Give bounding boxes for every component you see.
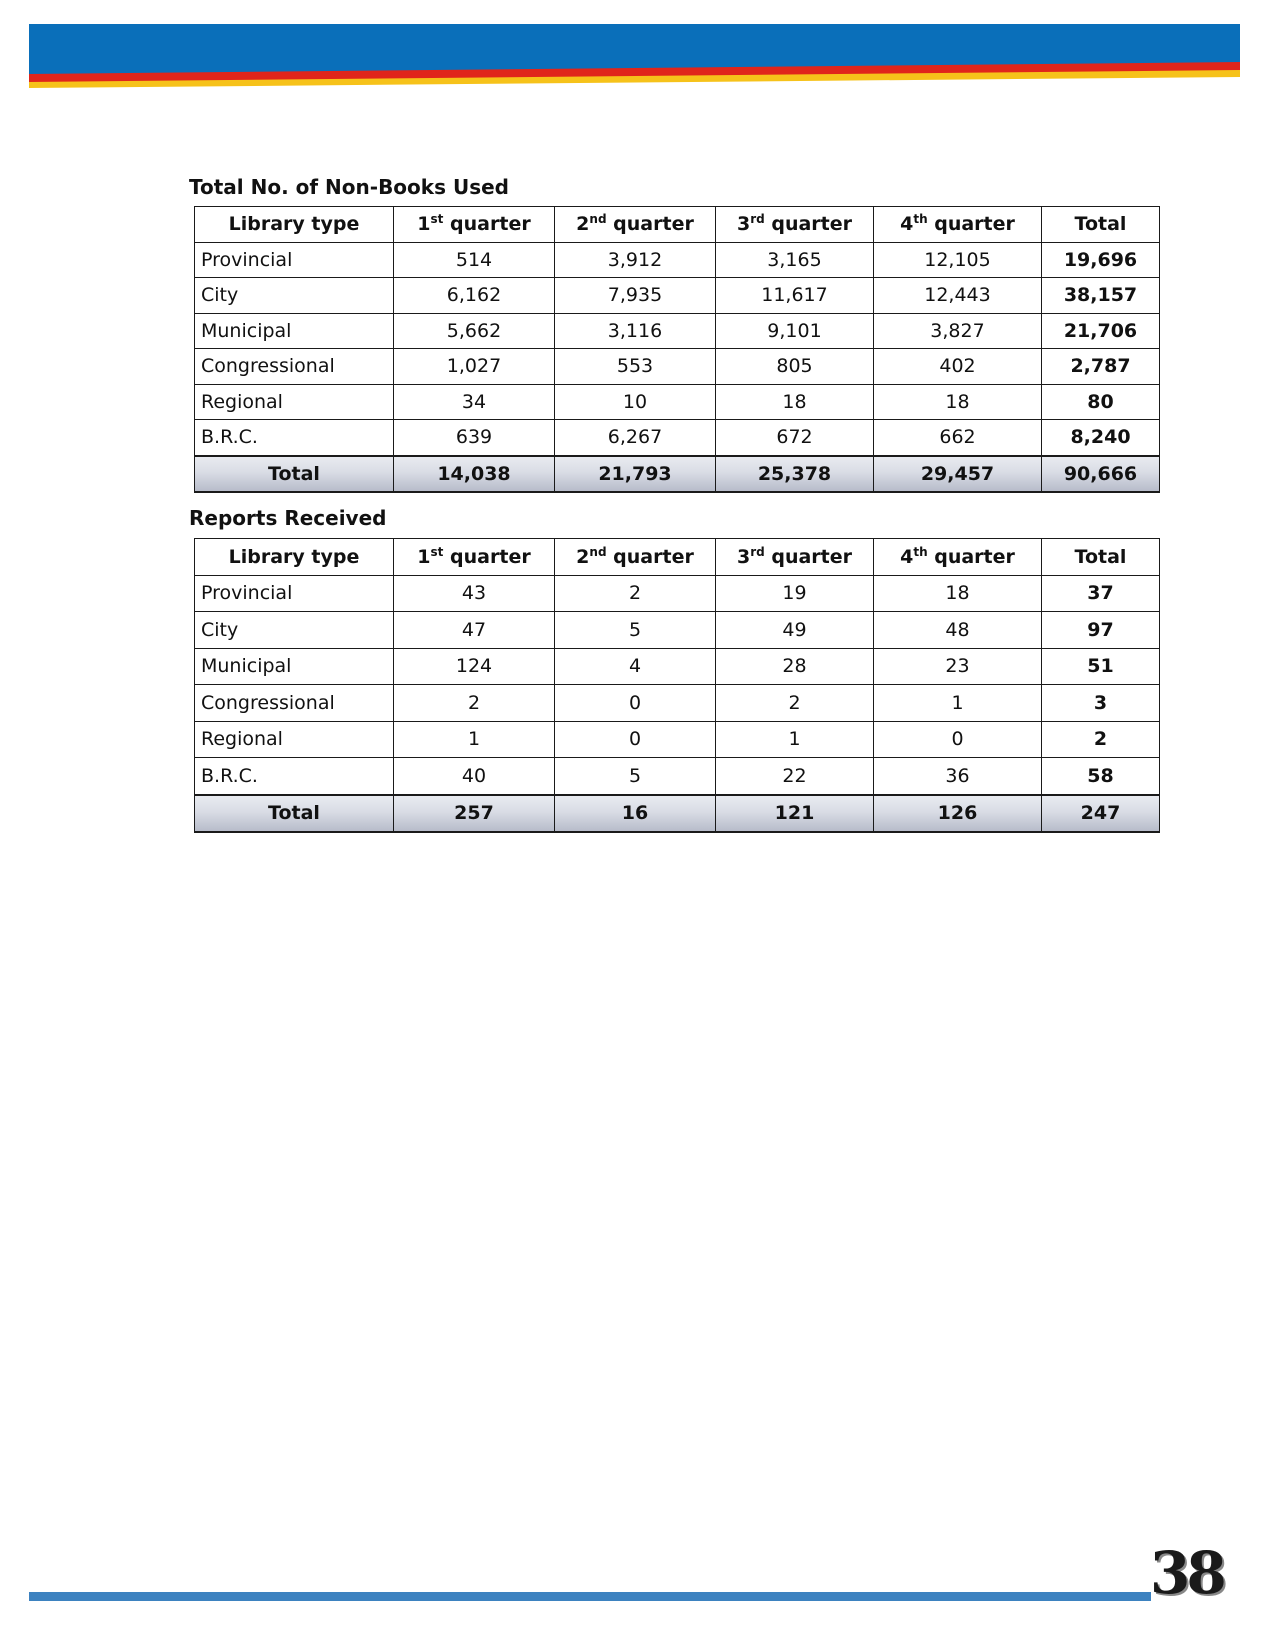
- table-cell: 1: [874, 685, 1042, 722]
- table-cell: 40: [394, 758, 555, 795]
- table-cell: 18: [874, 384, 1042, 420]
- column-header-label: Library type: [228, 545, 360, 568]
- table-cell: 22: [716, 758, 874, 795]
- table-cell: 4: [555, 648, 716, 685]
- row-total-cell: 2,787: [1042, 349, 1160, 385]
- column-header-label: Library type: [228, 213, 360, 236]
- table-cell: 0: [555, 685, 716, 722]
- total-row: [195, 795, 1160, 833]
- table-cell: 672: [716, 420, 874, 456]
- table-cell: 6,162: [394, 278, 555, 314]
- row-label: B.R.C.: [195, 758, 394, 795]
- page-number: 38: [1150, 1539, 1223, 1607]
- row-total-cell: 37: [1042, 575, 1160, 612]
- table-title-non-books: Total No. of Non-Books Used: [189, 175, 509, 199]
- table-cell: 3,912: [555, 242, 716, 278]
- table-cell: 12,105: [874, 242, 1042, 278]
- total-row-cell: 25,378: [716, 456, 874, 493]
- column-header-label: 2: [576, 545, 590, 568]
- column-header-suffix: quarter: [443, 213, 531, 236]
- table-cell: 34: [394, 384, 555, 420]
- table-cell: 805: [716, 349, 874, 385]
- non-books-used-table: [194, 206, 1160, 493]
- column-header-label: 3: [736, 213, 751, 236]
- table-row: [195, 758, 1160, 795]
- header-color-band: [29, 24, 1240, 89]
- column-header-label: 4: [900, 213, 914, 236]
- ordinal-suffix: rd: [750, 544, 765, 559]
- column-header: [874, 207, 1042, 243]
- column-header-label: Total: [1074, 545, 1127, 568]
- table-cell: 49: [716, 612, 874, 649]
- total-row-cell: 16: [555, 795, 716, 833]
- table-row: [195, 242, 1160, 278]
- row-total-cell: 38,157: [1042, 278, 1160, 314]
- ordinal-suffix: rd: [750, 212, 765, 227]
- table-cell: 19: [716, 575, 874, 612]
- table-cell: 47: [394, 612, 555, 649]
- column-header: [555, 539, 716, 576]
- table-cell: 124: [394, 648, 555, 685]
- row-label: B.R.C.: [195, 420, 394, 456]
- total-row-cell: 29,457: [874, 456, 1042, 493]
- ordinal-suffix: st: [430, 544, 444, 559]
- table-row: [195, 349, 1160, 385]
- table-cell: 2: [555, 575, 716, 612]
- row-total-cell: 97: [1042, 612, 1160, 649]
- column-header-label: 3: [736, 545, 751, 568]
- column-header: [874, 539, 1042, 576]
- table-cell: 10: [555, 384, 716, 420]
- table-cell: 514: [394, 242, 555, 278]
- column-header-label: 1: [417, 213, 431, 236]
- footer-rule: [29, 1592, 1151, 1601]
- ordinal-suffix: th: [913, 544, 928, 559]
- table-cell: 5,662: [394, 313, 555, 349]
- total-row: [195, 456, 1160, 493]
- table-cell: 23: [874, 648, 1042, 685]
- table-row: [195, 278, 1160, 314]
- column-header-label: Total: [1074, 213, 1127, 236]
- row-label: Congressional: [195, 685, 394, 722]
- column-header-suffix: quarter: [927, 545, 1015, 568]
- total-row-cell: 90,666: [1042, 456, 1160, 493]
- total-row-cell: 126: [874, 795, 1042, 833]
- table-cell: 3,116: [555, 313, 716, 349]
- table-title-reports-received: Reports Received: [189, 506, 387, 530]
- column-header-suffix: quarter: [443, 545, 531, 568]
- row-total-cell: 58: [1042, 758, 1160, 795]
- row-label: Regional: [195, 721, 394, 758]
- column-header: [716, 207, 874, 243]
- column-header-label: 1: [417, 545, 431, 568]
- row-label: Municipal: [195, 648, 394, 685]
- table-cell: 1,027: [394, 349, 555, 385]
- table-cell: 402: [874, 349, 1042, 385]
- table-cell: 18: [874, 575, 1042, 612]
- column-header: [555, 207, 716, 243]
- column-header-suffix: quarter: [606, 213, 694, 236]
- row-label: City: [195, 278, 394, 314]
- table-row: [195, 685, 1160, 722]
- column-header: [195, 539, 394, 576]
- table-row: [195, 313, 1160, 349]
- column-header-suffix: quarter: [764, 213, 853, 236]
- table-cell: 3,165: [716, 242, 874, 278]
- table-row: [195, 420, 1160, 456]
- table-cell: 6,267: [555, 420, 716, 456]
- table-cell: 0: [555, 721, 716, 758]
- column-header-suffix: quarter: [927, 213, 1015, 236]
- table-cell: 5: [555, 758, 716, 795]
- row-label: Provincial: [195, 242, 394, 278]
- table-cell: 3,827: [874, 313, 1042, 349]
- total-row-label: Total: [195, 795, 394, 833]
- total-row-cell: 121: [716, 795, 874, 833]
- row-total-cell: 80: [1042, 384, 1160, 420]
- row-label: City: [195, 612, 394, 649]
- column-header-label: 2: [576, 213, 590, 236]
- row-total-cell: 2: [1042, 721, 1160, 758]
- total-row-cell: 21,793: [555, 456, 716, 493]
- table-cell: 1: [716, 721, 874, 758]
- column-header: [1042, 207, 1160, 243]
- total-row-cell: 14,038: [394, 456, 555, 493]
- column-header: [394, 539, 555, 576]
- column-header-suffix: quarter: [764, 545, 853, 568]
- row-total-cell: 19,696: [1042, 242, 1160, 278]
- table-cell: 639: [394, 420, 555, 456]
- column-header: [195, 207, 394, 243]
- table-row: [195, 612, 1160, 649]
- column-header: [716, 539, 874, 576]
- ordinal-suffix: nd: [589, 212, 607, 227]
- table-row: [195, 384, 1160, 420]
- row-total-cell: 21,706: [1042, 313, 1160, 349]
- row-total-cell: 3: [1042, 685, 1160, 722]
- table-cell: 2: [716, 685, 874, 722]
- table-cell: 12,443: [874, 278, 1042, 314]
- column-header-label: 4: [900, 545, 914, 568]
- ordinal-suffix: st: [430, 212, 444, 227]
- ordinal-suffix: nd: [589, 544, 607, 559]
- table-cell: 553: [555, 349, 716, 385]
- table-cell: 0: [874, 721, 1042, 758]
- reports-received-table: [194, 538, 1160, 833]
- total-row-cell: 257: [394, 795, 555, 833]
- row-label: Municipal: [195, 313, 394, 349]
- table-row: [195, 721, 1160, 758]
- table-cell: 662: [874, 420, 1042, 456]
- table-cell: 7,935: [555, 278, 716, 314]
- table-cell: 1: [394, 721, 555, 758]
- table-cell: 28: [716, 648, 874, 685]
- table-header-row: [195, 207, 1160, 243]
- ordinal-suffix: th: [913, 212, 928, 227]
- row-label: Congressional: [195, 349, 394, 385]
- row-total-cell: 51: [1042, 648, 1160, 685]
- table-cell: 2: [394, 685, 555, 722]
- table-cell: 48: [874, 612, 1042, 649]
- column-header: [1042, 539, 1160, 576]
- table-row: [195, 575, 1160, 612]
- table-header-row: [195, 539, 1160, 576]
- row-total-cell: 8,240: [1042, 420, 1160, 456]
- table-row: [195, 648, 1160, 685]
- row-label: Regional: [195, 384, 394, 420]
- table-cell: 18: [716, 384, 874, 420]
- table-cell: 43: [394, 575, 555, 612]
- row-label: Provincial: [195, 575, 394, 612]
- table-cell: 36: [874, 758, 1042, 795]
- table-cell: 9,101: [716, 313, 874, 349]
- column-header-suffix: quarter: [606, 545, 694, 568]
- column-header: [394, 207, 555, 243]
- table-cell: 11,617: [716, 278, 874, 314]
- table-cell: 5: [555, 612, 716, 649]
- total-row-label: Total: [195, 456, 394, 493]
- total-row-cell: 247: [1042, 795, 1160, 833]
